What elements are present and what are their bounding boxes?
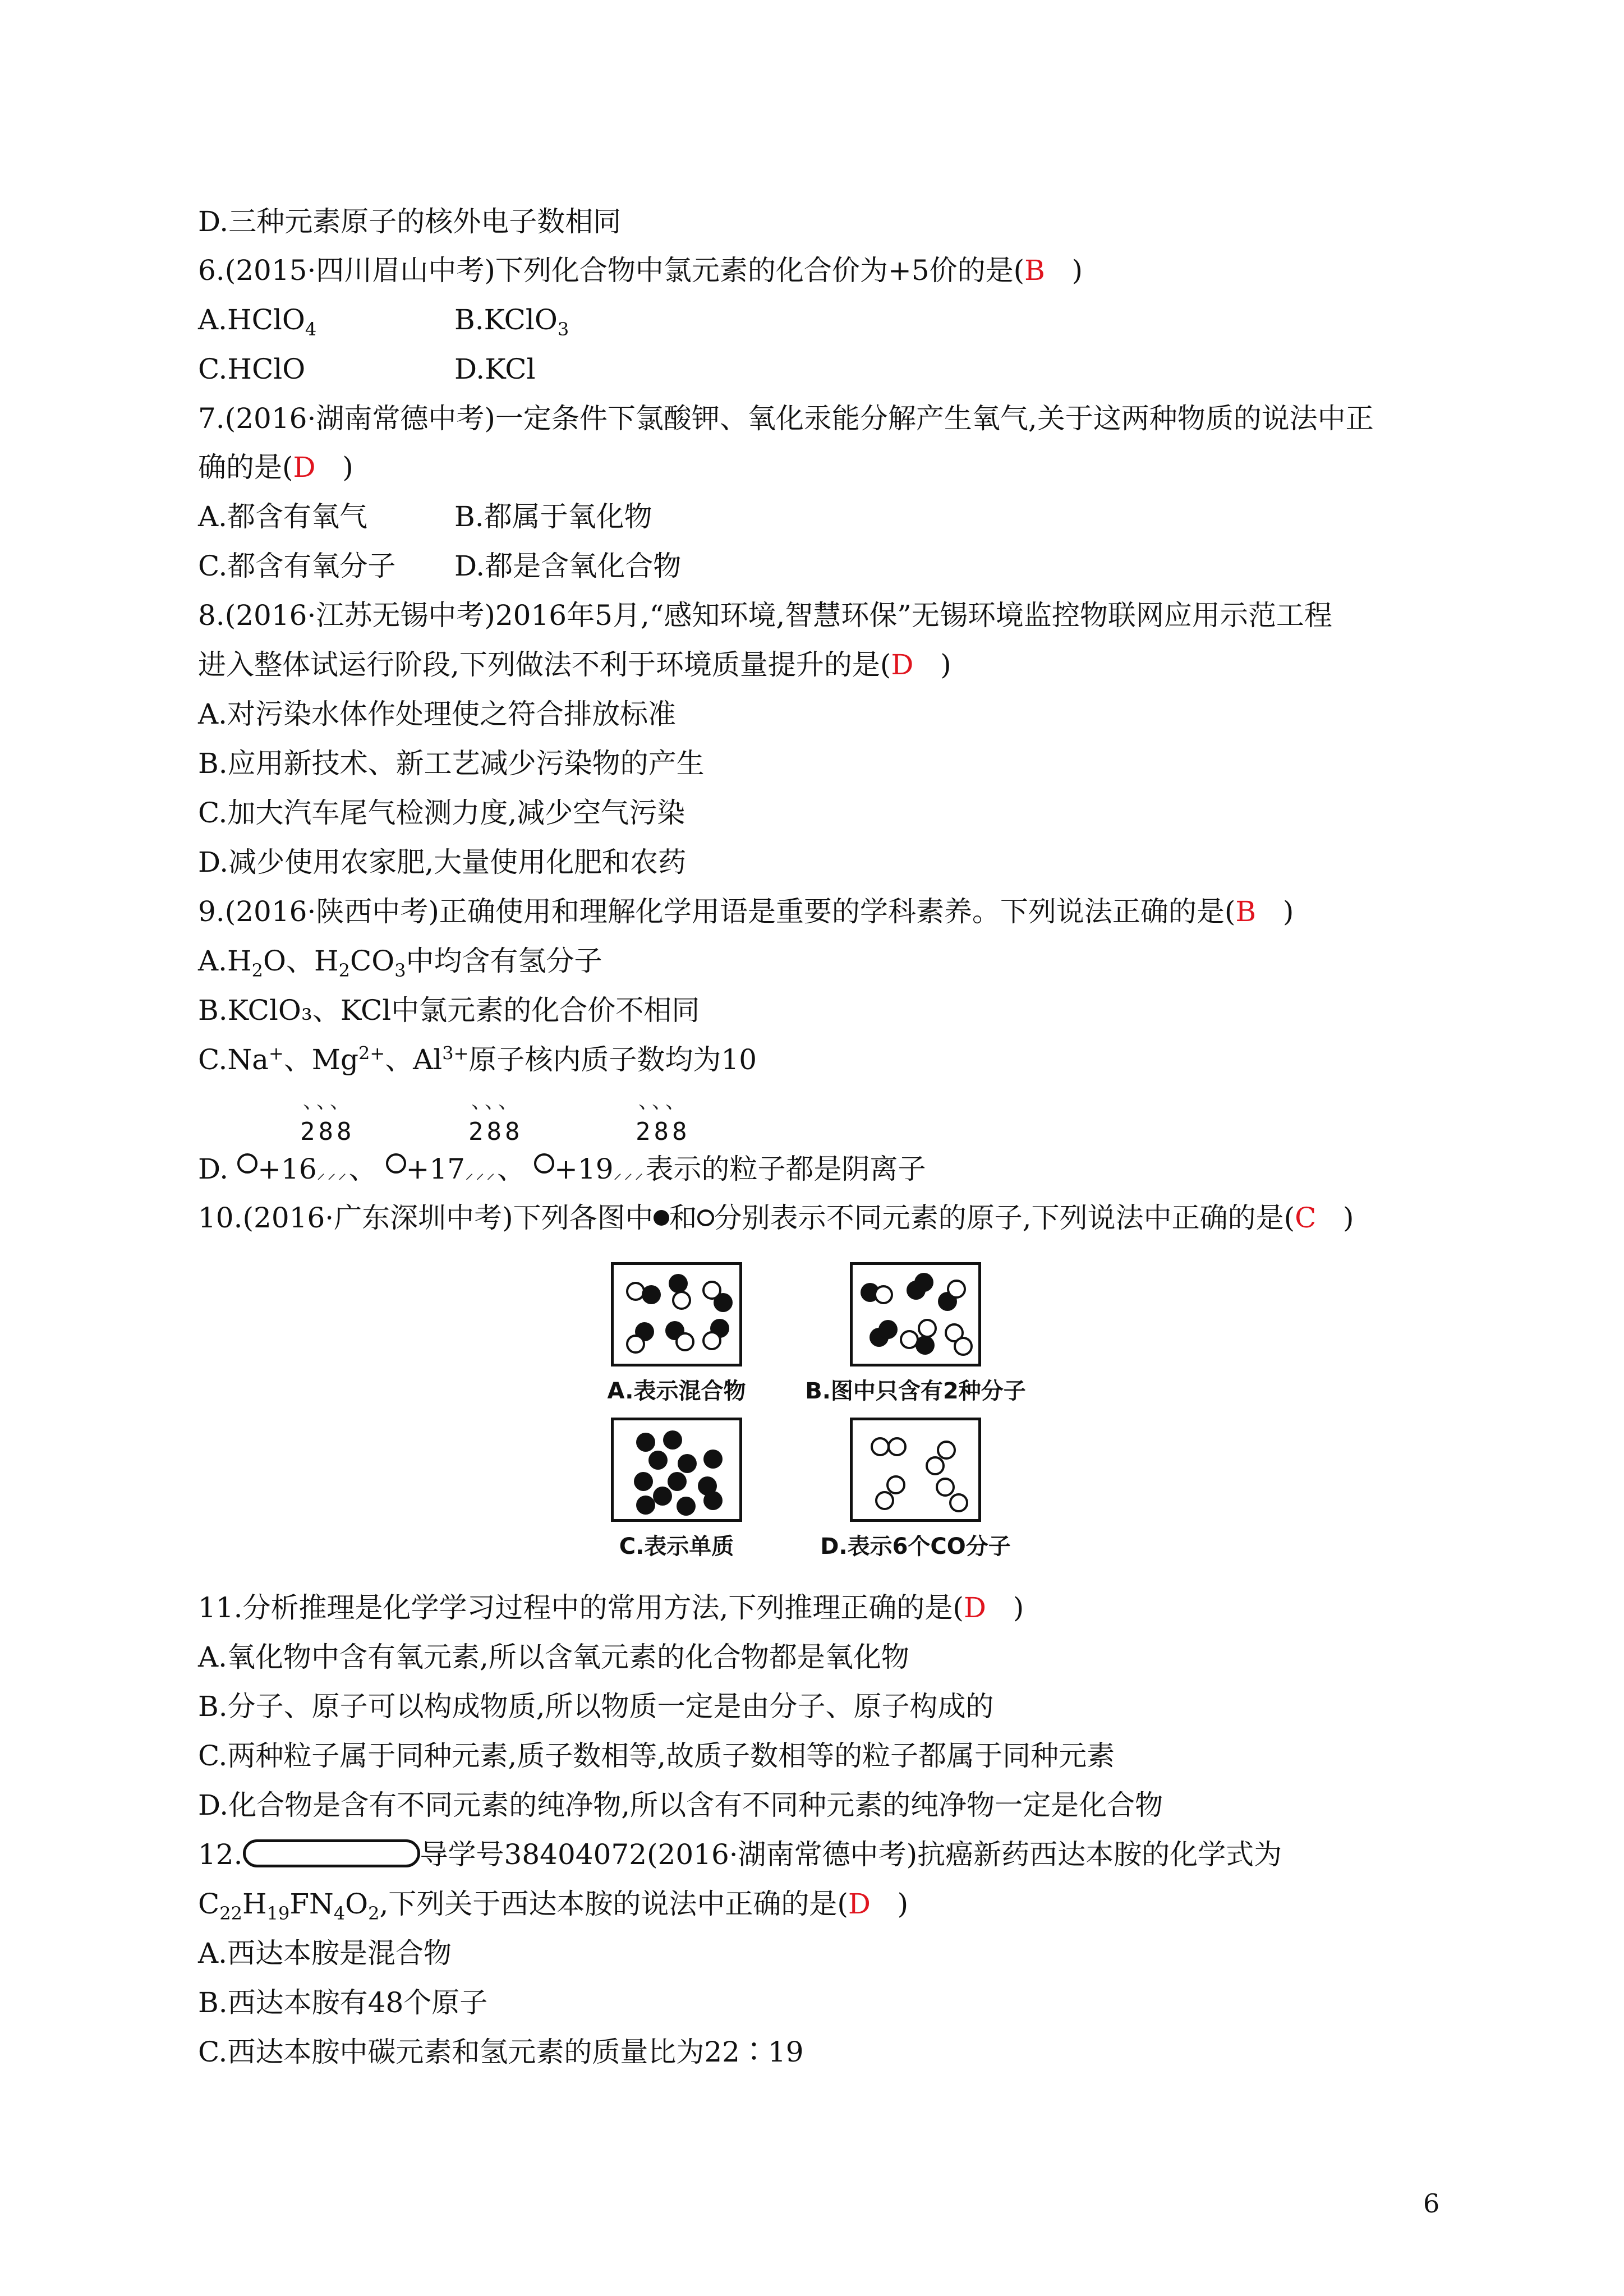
q8-stem-line1: 8.(2016·江苏无锡中考)2016年5月,“感知环境,智慧环保”无锡环境监控物联网应用示范工程	[198, 599, 1332, 632]
nucleus-circle-icon	[237, 1153, 257, 1174]
q9-option-c: C.Na+、$Mg^{2+}$、$Al^{3+}$原子核内质子数均为10	[198, 1042, 757, 1076]
q8-option-d: D.减少使用农家肥,大量使用化肥和农药	[198, 846, 687, 878]
q11-stem: 11.分析推理是化学学习过程中的常用方法,下列推理正确的是(D )	[198, 1591, 1024, 1624]
q10-caption-b: B.图中只含有2种分子	[805, 1378, 1026, 1404]
q8-answer: D	[891, 648, 914, 681]
q9-d-nucleus-1: +16	[257, 1153, 317, 1185]
q9-option-d: D. +16⸝⸝⸝、 +17⸝⸝⸝、 +19⸝⸝⸝表示的粒子都是阴离子	[198, 1153, 926, 1185]
q12-option-a: A.西达本胺是混合物	[198, 1937, 452, 1970]
q6-stem: 6.(2015·四川眉山中考)下列化合物中氯元素的化合价为+5价的是(B )	[198, 254, 1083, 287]
filled-atom-icon	[654, 1210, 669, 1226]
q6-option-d: D.KCl	[454, 353, 536, 385]
q7-answer: D	[293, 451, 316, 484]
q9-d-ticks-top-1: 、、、	[303, 1090, 354, 1113]
q11-option-c: C.两种粒子属于同种元素,质子数相等,故质子数相等的粒子都属于同种元素	[198, 1740, 1115, 1772]
q12-answer: D	[848, 1888, 871, 1920]
q6-answer: B	[1024, 254, 1045, 287]
q12-stem-line1: 12. 导学号38404072(2016·湖南常德中考)抗癌新药西达本胺的化学式为	[198, 1838, 1282, 1871]
q9-option-a: $A.H_2O$、$H_2CO_3$中均含有氢分子	[198, 945, 602, 981]
q12-option-b: B.西达本胺有48个原子	[198, 1986, 488, 2019]
q9-d-shells-2: 288	[468, 1117, 523, 1146]
q9-stem: 9.(2016·陕西中考)正确使用和理解化学用语是重要的学科素养。下列说法正确的是(B )	[198, 895, 1294, 928]
q9-option-b: B.KClO₃、KCl中氯元素的化合价不相同	[198, 994, 700, 1027]
q7-option-a: A.都含有氧气	[198, 500, 368, 533]
guide-oval-icon	[243, 1839, 420, 1867]
q10-figure-d	[850, 1418, 981, 1522]
q10-caption-c: C.表示单质	[619, 1534, 734, 1559]
nucleus-circle-icon	[534, 1153, 554, 1174]
q10-figure-b	[850, 1262, 981, 1366]
q8-option-b: B.应用新技术、新工艺减少污染物的产生	[198, 747, 705, 780]
q7-option-d: D.都是含氧化合物	[454, 550, 682, 582]
hollow-atom-icon	[697, 1209, 714, 1226]
q6-option-b: B.KClO$_3$	[454, 303, 569, 340]
q10-caption-d: D.表示6个CO分子	[820, 1534, 1011, 1559]
q10-figure-a	[611, 1262, 742, 1366]
q9-d-ticks-top-2: 、、、	[471, 1090, 522, 1113]
q5-option-d: D.三种元素原子的核外电子数相同	[198, 205, 622, 238]
q12-option-c: C.西达本胺中碳元素和氢元素的质量比为22∶19	[198, 2036, 804, 2068]
q10-figure-c	[611, 1418, 742, 1522]
q11-option-b: B.分子、原子可以构成物质,所以物质一定是由分子、原子构成的	[198, 1690, 994, 1723]
q9-d-ticks-top-3: 、、、	[638, 1090, 689, 1113]
q9-d-shells-1: 288	[300, 1117, 355, 1146]
q7-option-c: C.都含有氧分子	[198, 550, 396, 582]
q9-d-nucleus-3: +19	[554, 1153, 614, 1185]
q7-stem-line1: 7.(2016·湖南常德中考)一定条件下氯酸钾、氧化汞能分解产生氧气,关于这两种物质的说法中正	[198, 402, 1374, 435]
q6-option-c: C.HClO	[198, 353, 306, 385]
q8-stem-line2: 进入整体试运行阶段,下列做法不利于环境质量提升的是(D )	[198, 648, 951, 681]
q9-answer: B	[1235, 895, 1257, 928]
page-number: 6	[1423, 2188, 1440, 2219]
q9-d-shells-3: 288	[636, 1117, 691, 1146]
q6-option-a: A.HClO$_4$	[198, 303, 317, 340]
q10-answer: C	[1295, 1202, 1317, 1234]
q9-d-nucleus-2: +17	[406, 1153, 466, 1185]
q10-caption-a: A.表示混合物	[607, 1378, 746, 1404]
q7-stem-line2: 确的是(D )	[198, 451, 353, 484]
nucleus-circle-icon	[386, 1153, 406, 1174]
q11-answer: D	[963, 1591, 987, 1624]
q11-option-d: D.化合物是含有不同元素的纯净物,所以含有不同种元素的纯净物一定是化合物	[198, 1789, 1163, 1821]
q7-option-b: B.都属于氧化物	[454, 500, 652, 533]
q10-stem: 10.(2016·广东深圳中考)下列各图中 和 分别表示不同元素的原子,下列说法中正确的是(C )	[198, 1202, 1354, 1234]
q8-option-a: A.对污染水体作处理使之符合排放标准	[198, 698, 677, 730]
q12-stem-line2: $C_{22}H_{19}FN_4O_2$,下列关于西达本胺的说法中正确的是(D )	[198, 1888, 909, 1924]
q11-option-a: A.氧化物中含有氧元素,所以含氧元素的化合物都是氧化物	[198, 1641, 909, 1673]
q8-option-c: C.加大汽车尾气检测力度,减少空气污染	[198, 797, 686, 829]
